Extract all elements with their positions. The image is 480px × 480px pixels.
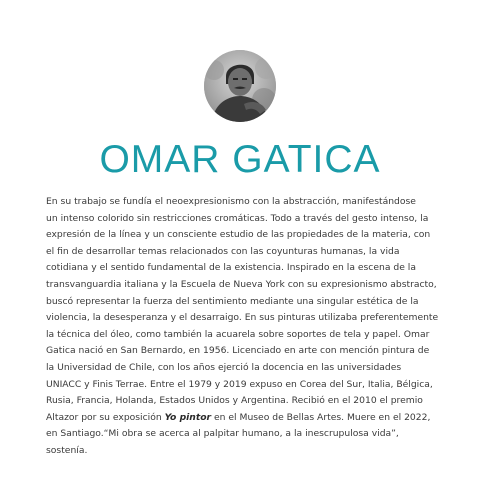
bio-line: sostenía.	[46, 444, 88, 456]
bio-line-with-work-title	[46, 410, 438, 427]
bio-line: Rusia, Francia, Holanda, Estados Unidos y Argentina. Recibió en el 2010 el premio	[46, 395, 423, 407]
bio-line: en Santiago.“Mi obra se acerca al palpitar humano, a la inescrupulosa vida”,	[46, 428, 399, 440]
bio-line: un intenso colorido sin restricciones cromáticas. Todo a través del gesto intenso, la	[46, 212, 429, 224]
artist-biography	[46, 194, 438, 460]
portrait-image	[204, 50, 276, 122]
bio-line: Gatica nació en San Bernardo, en 1956. Licenciado en arte con mención pintura de	[46, 345, 430, 357]
bio-line: buscó representar la fuerza del sentimiento mediante una singular estética de la	[46, 295, 419, 307]
artist-portrait-photo	[204, 50, 276, 122]
bio-line: la Universidad de Chile, con los años ejerció la docencia en las universidades	[46, 361, 402, 373]
bio-line: transvanguardia italiana y la Escuela de Nueva York con su expresionismo abstracto,	[46, 278, 437, 290]
bio-text: Altazor por su exposición	[46, 411, 165, 423]
bio-line: el fin de desarrollar temas relacionados con las coyunturas humanas, la vida	[46, 245, 400, 257]
exhibition-title: Yo pintor	[164, 411, 212, 423]
bio-line: UNIACC y Finis Terrae. Entre el 1979 y 2019 expuso en Corea del Sur, Italia, Bélgica,	[46, 378, 433, 390]
bio-line: expresión de la línea y un consciente estudio de las propiedades de la materia, con	[46, 229, 431, 241]
bio-text: en el Museo de Bellas Artes. Muere en el 2022,	[211, 411, 431, 423]
bio-line: En su trabajo se fundía el neoexpresionismo con la abstracción, manifestándose	[46, 196, 416, 207]
bio-line: violencia, la desesperanza y el desarraigo. En sus pinturas utilizaba preferentemente	[46, 312, 439, 324]
bio-line: la técnica del óleo, como también la acuarela sobre soportes de tela y papel. Omar	[46, 328, 430, 340]
bio-line: cotidiana y el sentido fundamental de la existencia. Inspirado en la escena de la	[46, 262, 416, 274]
artist-name-heading: OMAR GATICA	[99, 138, 381, 181]
